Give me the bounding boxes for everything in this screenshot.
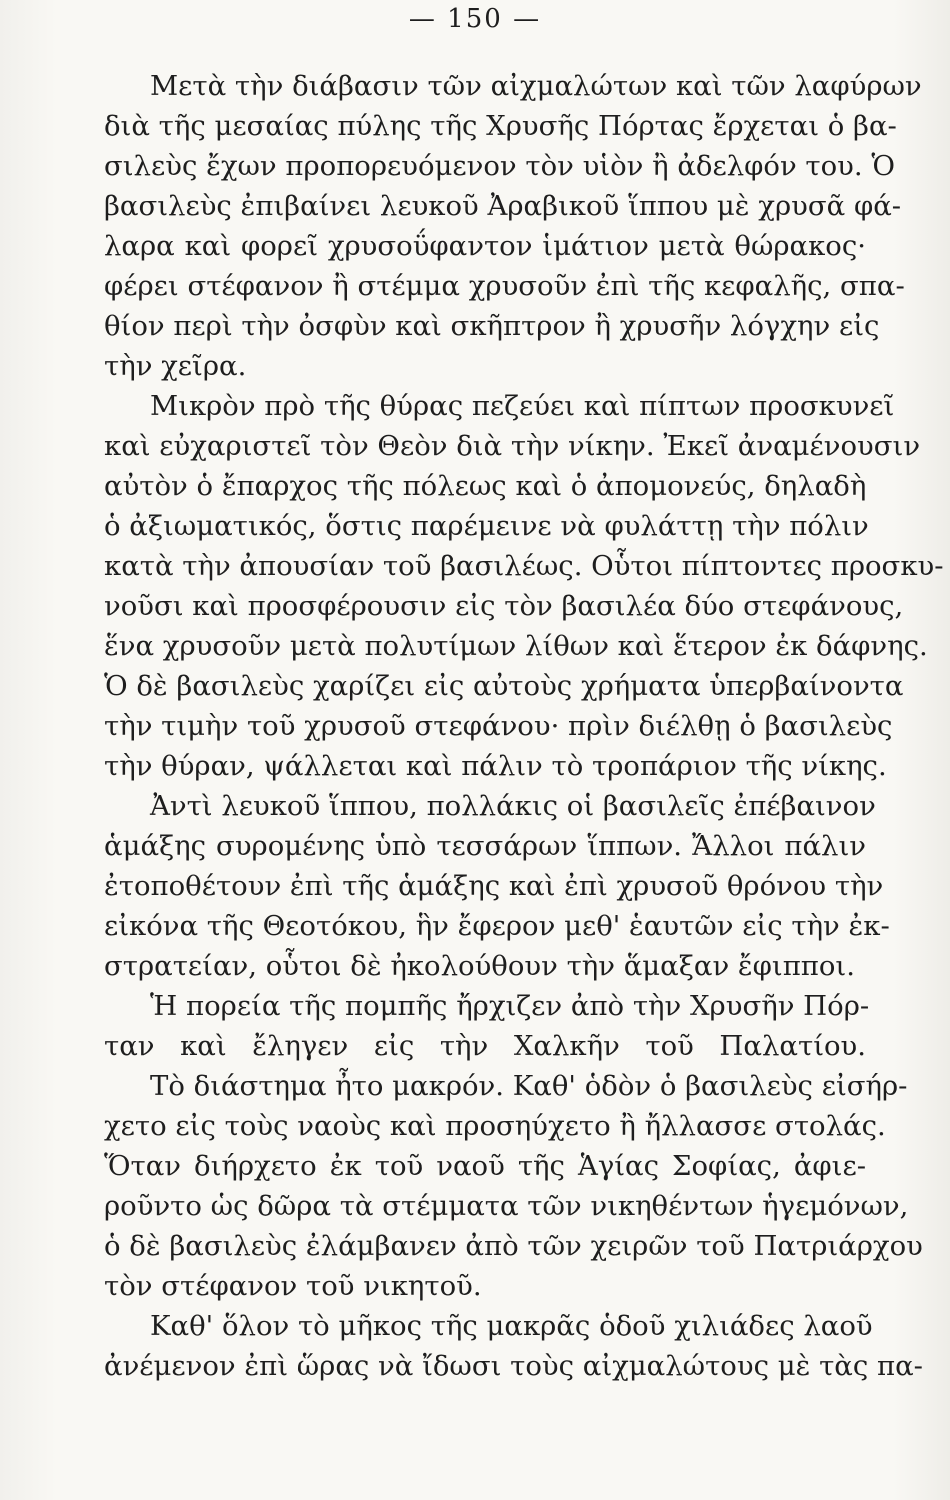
text-line: Ἀντὶ λευκοῦ ἵππου, πολλάκις οἱ βασιλεῖς ἐπέβαινον bbox=[150, 790, 876, 822]
text-line: κατὰ τὴν ἀπουσίαν τοῦ βασιλέως. Οὗτοι πίπτοντες προσκυ- bbox=[104, 550, 944, 582]
text-line: σιλεὺς ἔχων προπορευόμενον τὸν υἱὸν ἢ ἀδελφόν του. Ὁ bbox=[104, 150, 896, 182]
text-line: ἕνα χρυσοῦν μετὰ πολυτίμων λίθων καὶ ἕτερον ἐκ δάφνης. bbox=[104, 630, 928, 662]
text-line: Ἡ πορεία τῆς πομπῆς ἤρχιζεν ἀπὸ τὴν Χρυσῆν Πόρ- bbox=[150, 990, 870, 1022]
text-line: χετο εἰς τοὺς ναοὺς καὶ προσηύχετο ἢ ἤλλασσε στολάς. bbox=[104, 1110, 886, 1142]
text-line: τὴν θύραν, ψάλλεται καὶ πάλιν τὸ τροπάριον τῆς νίκης. bbox=[104, 750, 887, 782]
text-line: αὐτὸν ὁ ἔπαρχος τῆς πόλεως καὶ ὁ ἀπομονεύς, δηλαδὴ bbox=[104, 470, 867, 502]
text-line: τὴν τιμὴν τοῦ χρυσοῦ στεφάνου· πρὶν διέλθῃ ὁ βασιλεὺς bbox=[104, 710, 893, 742]
text-line: θίον περὶ τὴν ὀσφὺν καὶ σκῆπτρον ἢ χρυσῆν λόγχην εἰς bbox=[104, 310, 880, 342]
text-line: ἁμάξης συρομένης ὑπὸ τεσσάρων ἵππων. Ἄλλοι πάλιν bbox=[104, 830, 866, 862]
text-line: φέρει στέφανον ἢ στέμμα χρυσοῦν ἐπὶ τῆς κεφαλῆς, σπα- bbox=[104, 270, 905, 302]
text-line: Τὸ διάστημα ἦτο μακρόν. Καθ' ὁδὸν ὁ βασιλεὺς εἰσήρ- bbox=[150, 1070, 908, 1102]
text-line: τὴν χεῖρα. bbox=[104, 350, 247, 382]
text-line: εἰκόνα τῆς Θεοτόκου, ἣν ἔφερον μεθ' ἑαυτῶν εἰς τὴν ἐκ- bbox=[104, 910, 890, 942]
text-line: ταν καὶ ἔληγεν εἰς τὴν Χαλκῆν τοῦ Παλατίου. bbox=[104, 1030, 866, 1062]
text-line: Καθ' ὅλον τὸ μῆκος τῆς μακρᾶς ὁδοῦ χιλιάδες λαοῦ bbox=[150, 1310, 873, 1342]
text-line: νοῦσι καὶ προσφέρουσιν εἰς τὸν βασιλέα δύο στεφάνους, bbox=[104, 590, 904, 622]
text-line: τὸν στέφανον τοῦ νικητοῦ. bbox=[104, 1270, 482, 1302]
page-number-header: — 150 — bbox=[408, 4, 542, 34]
text-line: λαρα καὶ φορεῖ χρυσοΰφαντον ἱμάτιον μετὰ θώρακος· bbox=[104, 230, 866, 262]
text-line: Μικρὸν πρὸ τῆς θύρας πεζεύει καὶ πίπτων προσκυνεῖ bbox=[150, 390, 895, 422]
text-line: ὁ ἀξιωματικός, ὅστις παρέμεινε νὰ φυλάττῃ τὴν πόλιν bbox=[104, 510, 869, 542]
text-line: ροῦντο ὡς δῶρα τὰ στέμματα τῶν νικηθέντων ἡγεμόνων, bbox=[104, 1190, 909, 1222]
text-line: Ὅταν διήρχετο ἐκ τοῦ ναοῦ τῆς Ἁγίας Σοφίας, ἀφιε- bbox=[104, 1150, 866, 1182]
text-line: ἐτοποθέτουν ἐπὶ τῆς ἁμάξης καὶ ἐπὶ χρυσοῦ θρόνου τὴν bbox=[104, 870, 884, 902]
text-line: διὰ τῆς μεσαίας πύλης τῆς Χρυσῆς Πόρτας ἔρχεται ὁ βα- bbox=[104, 110, 897, 142]
text-line: στρατείαν, οὗτοι δὲ ἠκολούθουν τὴν ἅμαξαν ἔφιπποι. bbox=[104, 950, 855, 982]
text-line: ὁ δὲ βασιλεὺς ἐλάμβανεν ἀπὸ τῶν χειρῶν τοῦ Πατριάρχου bbox=[104, 1230, 923, 1262]
text-line: βασιλεὺς ἐπιβαίνει λευκοῦ Ἀραβικοῦ ἵππου μὲ χρυσᾶ φά- bbox=[104, 190, 902, 222]
text-line: Ὁ δὲ βασιλεὺς χαρίζει εἰς αὐτοὺς χρήματα ὑπερβαίνοντα bbox=[104, 670, 904, 702]
text-line: ἀνέμενον ἐπὶ ὥρας νὰ ἴδωσι τοὺς αἰχμαλώτους μὲ τὰς πα- bbox=[104, 1350, 923, 1382]
text-line: Μετὰ τὴν διάβασιν τῶν αἰχμαλώτων καὶ τῶν λαφύρων bbox=[150, 70, 922, 102]
text-line: καὶ εὐχαριστεῖ τὸν Θεὸν διὰ τὴν νίκην. Ἐκεῖ ἀναμένουσιν bbox=[104, 430, 921, 462]
